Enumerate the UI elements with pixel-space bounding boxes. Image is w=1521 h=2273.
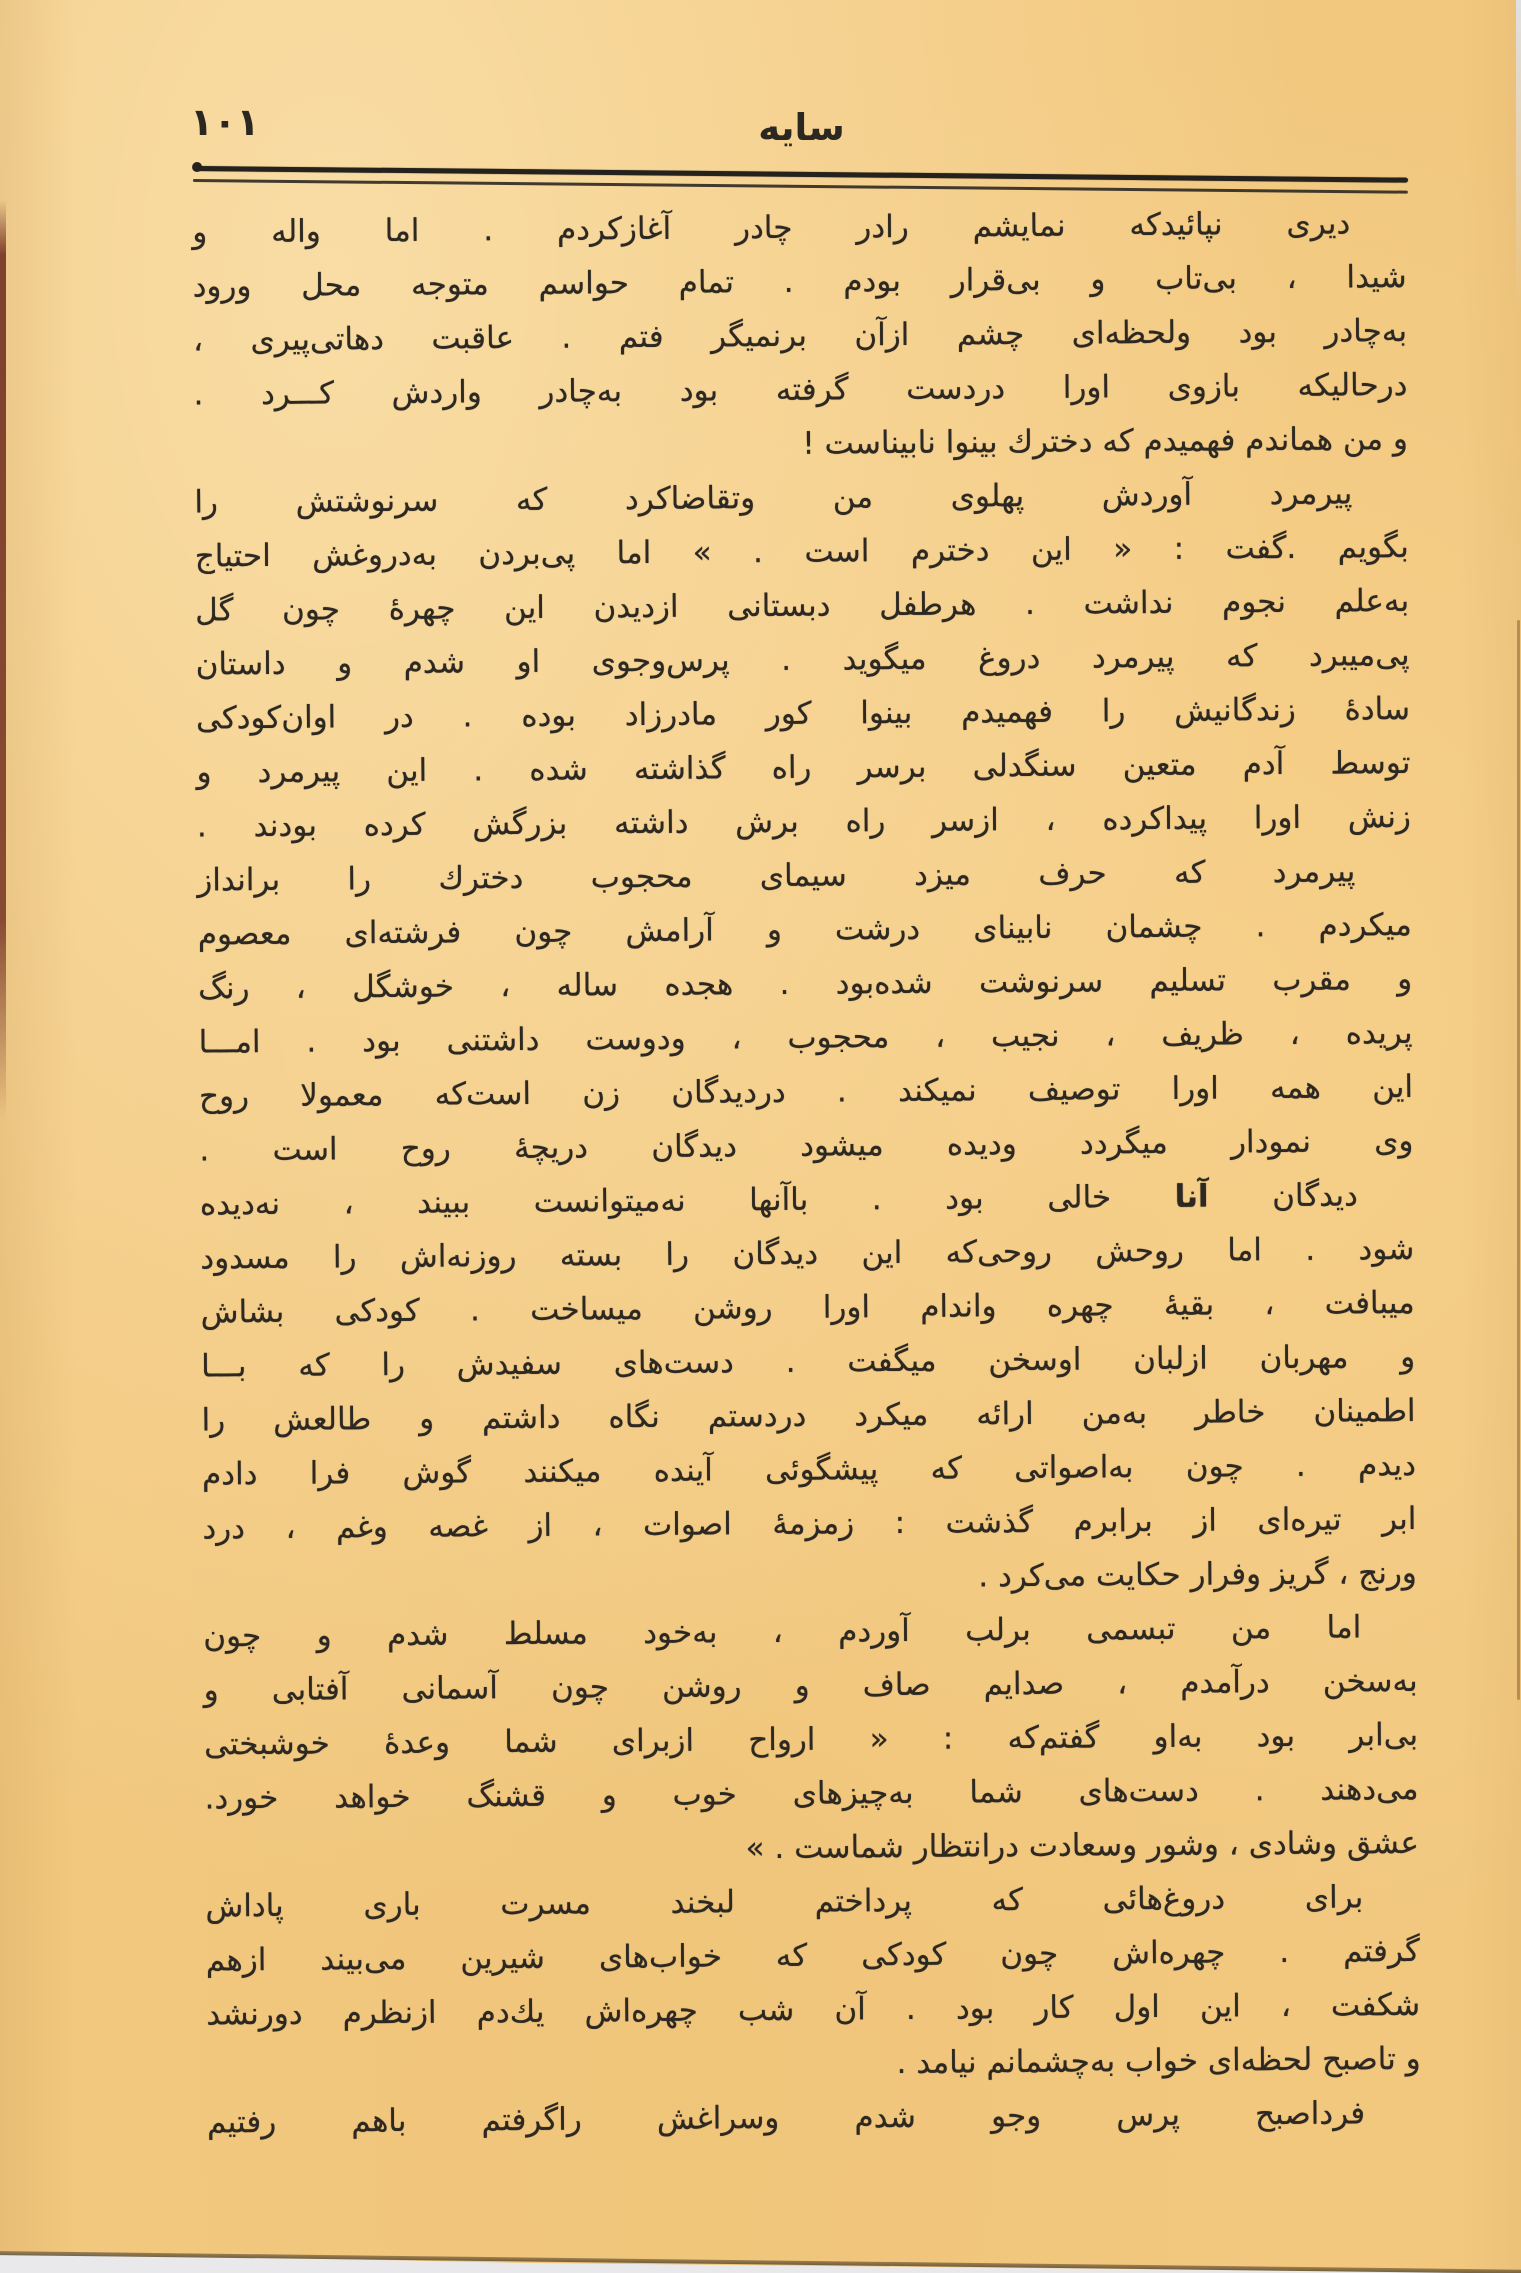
page-number: ۱۰۱ [190,100,260,144]
text-line: شود . اما روحش روحی‌که این دیدگان را بسته روزنه‌اش را مسدود [200,1230,1415,1277]
text-line: فرداصبح پرس وجو شدم وسراغش راگرفتم باهم رفتیم [206,2095,1366,2141]
text-line: پیرمرد که حرف میزد سیمای محجوب دخترك را برانداز [197,853,1356,899]
text-line: توسط آدم متعین سنگدلی برسر راه گذاشته شده . این پیرمرد و [196,744,1411,791]
right-page-edge-shadow [1517,620,1520,1700]
text-line: زنش اورا پیداکرده ، ازسر راه برش داشته بزرگش کرده بودند . [196,798,1412,845]
text-line: دیدم . چون به‌اصواتی که پیشگوئی آینده میکنند گوش فرا دادم [201,1446,1417,1493]
text-line: درحالیکه بازوی اورا دردست گرفته بود به‌چادر واردش کـــرد . [193,366,1408,413]
text-line: بی‌ابر بود به‌او گفتم‌که : « ارواح ازبرای شما وعدهٔ خوشبختی [203,1716,1419,1763]
text-line: به‌علم نجوم نداشت . هرطفل دبستانی ازدیدن این چهرهٔ چون گل [195,582,1410,629]
text-line: بگویم .گفت : « این دخترم است . » اما پی‌بردن به‌دروغش احتیاج [194,528,1409,575]
text-line: میکردم . چشمان نابینای درشت و آرامش چون فرشته‌ای معصوم [197,906,1412,953]
text-line: گرفتم . چهره‌اش چون کودکی که خواب‌های شیرین می‌بیند ازهم [205,1932,1420,1979]
text-line: به‌چادر بود ولحظه‌ای چشم ازآن برنمیگر فتم . عاقبت دهاتی‌پیری ، [192,312,1408,359]
text-line-with-emphasis [200,1168,1414,1232]
text-line-part: خالی بود . باآنها نه‌میتوانست ببیند ، نه‌دیده [199,1178,1175,1223]
text-line: و مقرب تسلیم سرنوشت شده‌بود . هجده ساله ، خوشگل ، رنگ [198,960,1413,1007]
text-line: پیرمرد آوردش پهلوی من وتقاضاکرد که سرنوشتش را [194,475,1353,521]
page-title: سایه [758,106,845,149]
text-line: سادهٔ زندگانیش را فهمیدم بینوا کور مادرزاد بوده . در اوان‌کودکی [195,690,1411,737]
text-line: می‌دهند . دست‌های شما به‌چیزهای خوب و قشنگ خواهد خورد. [204,1770,1419,1817]
text-line: عشق وشادی ، وشور وسعادت درانتظار شماست . » [745,1824,1420,1867]
left-scan-edge-shadow [0,200,6,1120]
text-line: ورنج ، گریز وفرار حکایت می‌کرد . [978,1554,1417,1595]
emphasized-word: آنا [1174,1178,1209,1215]
text-line: وی نمودار میگردد ودیده میشود دیدگان دریچهٔ روح است . [199,1122,1414,1169]
page-text [192,196,1421,2149]
text-line: و مهربان ازلبان اوسخن میگفت . دست‌های سفیدش را که بـــا [201,1338,1416,1385]
text-line: اما من تبسمی برلب آوردم ، به‌خود مسلط شدم و چون [203,1609,1362,1655]
text-line: دیری نپائیدکه نمایشم رادر چادر آغازکردم . اما واله و [192,205,1351,251]
text-line: پی‌میبرد که پیرمرد دروغ میگوید . پرس‌وجوی او شدم و داستان [195,636,1410,683]
text-line: میبافت ، بقیهٔ چهره واندام اورا روشن میساخت . کودکی بشاش [200,1284,1415,1331]
text-line: و تاصبح لحظه‌ای خواب به‌چشمانم نیامد . [896,2040,1421,2082]
text-line: اطمینان خاطر به‌من ارائه میکرد دردستم نگاه داشتم و طالعش را [201,1392,1416,1439]
text-line: به‌سخن درآمدم ، صدایم صاف و روشن چون آسمانی آفتابی و [203,1662,1418,1709]
text-line: ابر تیره‌ای از برابرم گذشت : زمزمهٔ اصوات ، از غصه وغم ، درد [202,1500,1417,1547]
text-line: و من هماندم فهمیدم که دخترك بینوا نابیناست ! [802,420,1409,462]
text-line: پریده ، ظریف ، نجیب ، محجوب ، ودوست داشتنی بود . امـــا [198,1014,1413,1061]
text-line: برای دروغ‌هائی که پرداختم لبخند مسرت باری پاداش [205,1879,1364,1925]
right-scanner-sliver [1516,0,1521,310]
text-line: شکفت ، این اول کار بود . آن شب چهره‌اش یك‌دم ازنظرم دورنشد [206,1986,1421,2033]
text-line: این همه اورا توصیف نمیکند . دردیدگان زن است‌که معمولا روح [198,1068,1414,1115]
text-line: شیدا ، بی‌تاب و بی‌قرار بودم . تمام حواسم متوجه محل ورود [192,258,1407,305]
rule-start-dot [192,162,202,172]
text-line-part: دیدگان [1208,1177,1358,1215]
